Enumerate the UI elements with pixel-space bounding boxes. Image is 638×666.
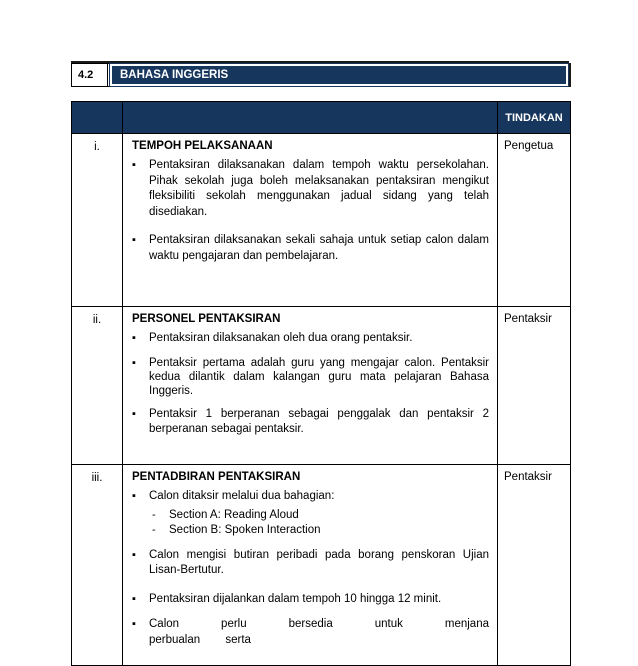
section-header (71, 63, 569, 87)
row-title: PENTADBIRAN PENTAKSIRAN (132, 471, 301, 483)
list-item: ▪ Pentaksir 1 berperanan sebagai penggalak dan pentaksir 2 berperanan sebagai pentaksir. (132, 407, 489, 438)
list-item: ▪ Calon perlu bersedia untuk menjana perbualan serta (132, 617, 489, 648)
tindakan-header: TINDAKAN (498, 102, 571, 134)
sub-list-item: - Section A: Reading Aloud (149, 508, 489, 524)
list-item: ▪ Pentaksiran dilaksanakan oleh dua orang pentaksir. (132, 331, 489, 347)
row-title: PERSONEL PENTAKSIRAN (132, 313, 281, 325)
row-content (123, 307, 498, 465)
table-row (72, 307, 571, 465)
row-title: TEMPOH PELAKSANAAN (132, 140, 273, 152)
list-item-text: Calon ditaksir melalui dua bahagian: (149, 490, 335, 502)
row-number: iii. (72, 465, 123, 666)
list-item: ▪ Pentaksiran dilaksanakan sekali sahaja untuk setiap calon dalam waktu pengajaran dan pembelajaran. (132, 233, 489, 264)
list-item: ▪ Pentaksiran dilaksanakan dalam tempoh waktu persekolahan. Pihak sekolah juga boleh melaksanakan pentaksiran mengikut fleksibiliti sekolah menggunakan jadual sidang yang telah disediakan. (132, 158, 489, 220)
list-item: ▪ Pentaksir pertama adalah guru yang mengajar calon. Pentaksir kedua dilantik dalam kalangan guru mata pelajaran Bahasa Inggeris. (132, 356, 489, 398)
row-number: ii. (72, 307, 123, 465)
assessment-table (71, 101, 571, 666)
list-item: ▪ Pentaksiran dijalankan dalam tempoh 10 hingga 12 minit. (132, 592, 489, 608)
section-title: BAHASA INGGERIS (110, 64, 568, 86)
row-action: Pengetua (498, 134, 571, 307)
sub-list-item: - Section B: Spoken Interaction (149, 523, 489, 539)
list-item (132, 489, 489, 539)
row-number: i. (72, 134, 123, 307)
list-item: ▪ Calon mengisi butiran peribadi pada borang penskoran Ujian Lisan-Bertutur. (132, 548, 489, 579)
row-action: Pentaksir (498, 465, 571, 666)
row-content (123, 465, 498, 666)
table-row (72, 465, 571, 666)
section-number: 4.2 (72, 64, 110, 86)
row-content (123, 134, 498, 307)
table-row (72, 134, 571, 307)
row-action: Pentaksir (498, 307, 571, 465)
table-header-row (72, 102, 571, 134)
